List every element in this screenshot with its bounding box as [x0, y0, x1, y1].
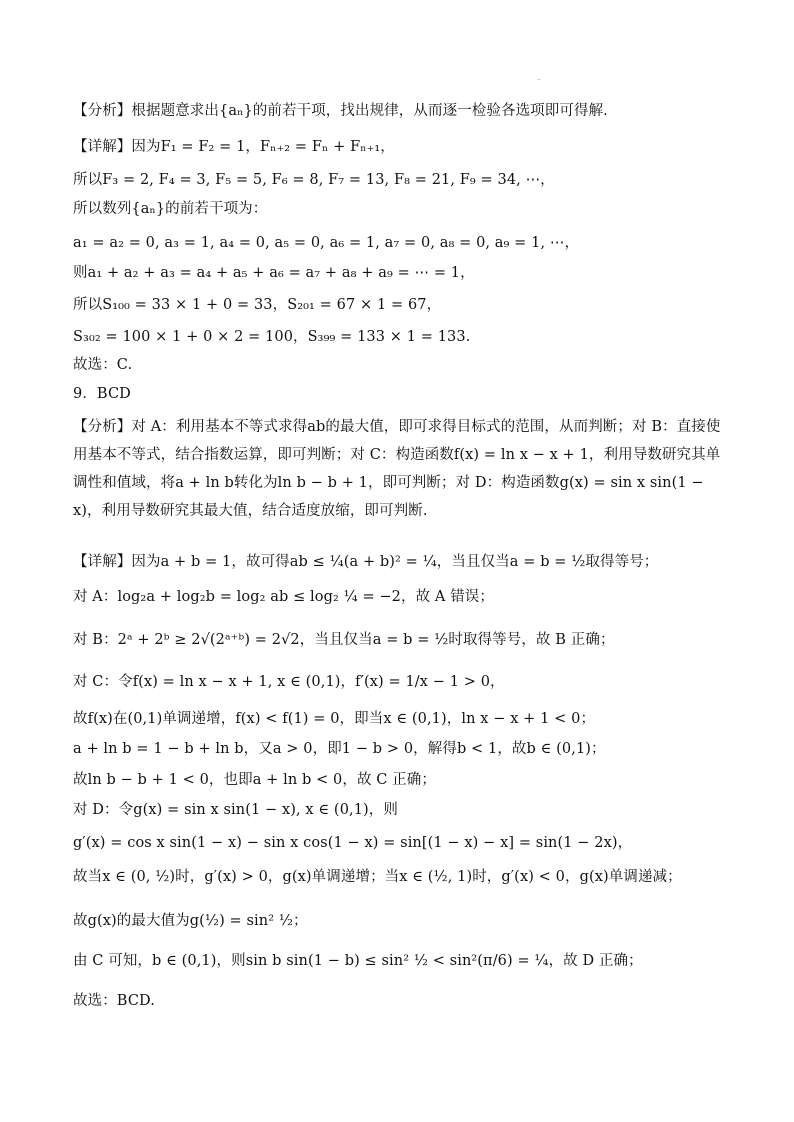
detail-line-c3: a + ln b = 1 − b + ln b，又a > 0，即1 − b > 0，解得b < 1，故b ∈ (0,1)；	[73, 741, 606, 757]
detail-line-7: S₃₀₂ = 100 × 1 + 0 × 2 = 100，S₃₉₉ = 133 × 1 = 133.	[73, 329, 471, 345]
detail-line-c1: 对 C：令f(x) = ln x − x + 1, x ∈ (0,1)，f′(x) = 1/x − 1 > 0，	[73, 674, 505, 690]
detail-line-d4: 故g(x)的最大值为g(½) = sin² ½；	[73, 913, 308, 929]
detail-line-6: 所以S₁₀₀ = 33 × 1 + 0 = 33，S₂₀₁ = 67 × 1 = 67，	[73, 297, 442, 313]
detail-line-d1: 对 D：令g(x) = sin x sin(1 − x), x ∈ (0,1)，则	[73, 802, 399, 818]
question-label: 9．BCD	[73, 386, 131, 402]
final-answer-line: 故选：BCD.	[73, 993, 155, 1009]
detail-line-c2: 故f(x)在(0,1)单调递增，f(x) < f(1) = 0，即当x ∈ (0,1)，ln x − x + 1 < 0；	[73, 711, 596, 727]
detail-line-2: 所以F₃ = 2, F₄ = 3, F₅ = 5, F₆ = 8, F₇ = 13, F₈ = 21, F₉ = 34, ⋯，	[73, 172, 555, 188]
scan-mark	[537, 79, 541, 80]
detail-line-a: 对 A：log₂a + log₂b = log₂ ab ≤ log₂ ¼ = −2，故 A 错误；	[73, 589, 494, 605]
detail-line-b: 对 B：2ᵃ + 2ᵇ ≥ 2√(2ᵃ⁺ᵇ) = 2√2，当且仅当a = b = ½时取得等号，故 B 正确；	[73, 632, 615, 648]
detail-line-d2: g′(x) = cos x sin(1 − x) − sin x cos(1 − x) = sin[(1 − x) − x] = sin(1 − 2x)，	[73, 835, 633, 851]
detail-line-8: 故选：C.	[73, 357, 133, 373]
detail-line-5: 则a₁ + a₂ + a₃ = a₄ + a₅ + a₆ = a₇ + a₈ + a₉ = ⋯ = 1，	[73, 265, 475, 281]
detail-heading-line: 【详解】因为a + b = 1，故可得ab ≤ ¼(a + b)² = ¼，当且仅当a = b = ½取得等号；	[73, 554, 659, 570]
detail-line-d3: 故当x ∈ (0, ½)时，g′(x) > 0，g(x)单调递增；当x ∈ (½, 1)时，g′(x) < 0，g(x)单调递减；	[73, 869, 682, 885]
detail-line-1: 【详解】因为F₁ = F₂ = 1，Fₙ₊₂ = Fₙ + Fₙ₊₁，	[73, 139, 395, 155]
detail-line-4: a₁ = a₂ = 0, a₃ = 1, a₄ = 0, a₅ = 0, a₆ = 1, a₇ = 0, a₈ = 0, a₉ = 1, ⋯，	[73, 235, 580, 251]
detail-line-c4: 故ln b − b + 1 < 0，也即a + ln b < 0，故 C 正确；	[73, 772, 436, 788]
analysis-line-1: 【分析】根据题意求出{aₙ}的前若干项，找出规律，从而逐一检验各选项即可得解.	[73, 103, 608, 119]
detail-line-d5: 由 C 可知，b ∈ (0,1)，则sin b sin(1 − b) ≤ sin² ½ < sin²(π/6) = ¼，故 D 正确；	[73, 953, 643, 969]
analysis-paragraph: 【分析】对 A：利用基本不等式求得ab的最大值，即可求得目标式的范围，从而判断；对 B：直接使用基本不等式，结合指数运算，即可判断；对 C：构造函数f(x) = ln x − x + 1，利用导数研究其单调性和值域，将a + ln b转化为ln b − b + 1，即可判断；对 D：构造函数g(x) = sin x sin(1 − x)，利用导数研究其最大值，结合适度放缩，即可判断.	[73, 419, 721, 519]
detail-line-3: 所以数列{aₙ}的前若干项为：	[73, 201, 268, 217]
